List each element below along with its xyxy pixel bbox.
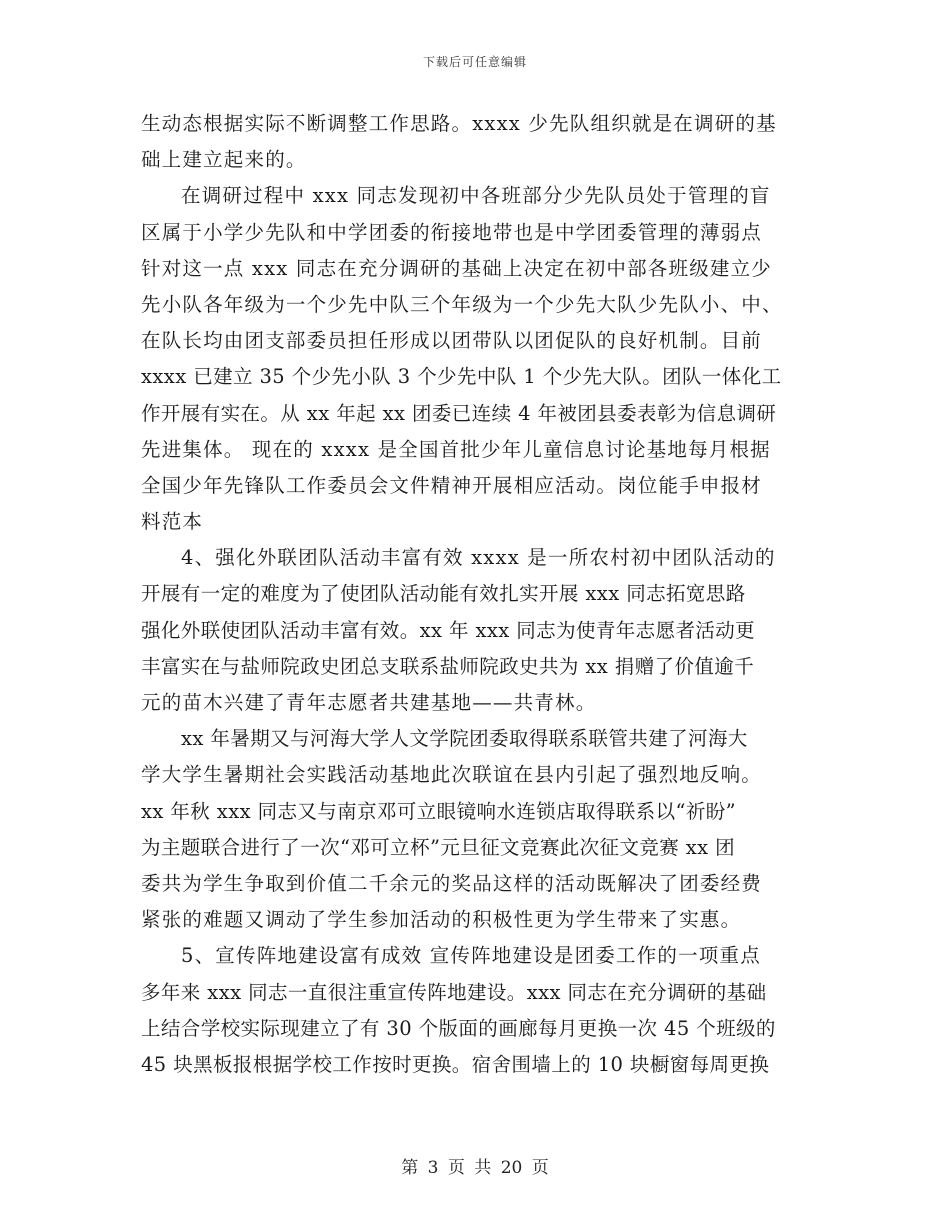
text-line: 多年来 xxx 同志一直很注重宣传阵地建设。xxx 同志在充分调研的基础 xyxy=(141,980,767,1004)
text-line: xx 年暑期又与河海大学人文学院团委取得联系联管共建了河海大 xyxy=(181,727,748,751)
text-line: 上结合学校实际现建立了有 30 个版面的画廊每月更换一次 45 个班级的 xyxy=(141,1016,776,1040)
text-line: 开展有一定的难度为了使团队活动能有效扎实开展 xxx 同志拓宽思路 xyxy=(141,582,746,606)
text-line: 在队长均由团支部委员担任形成以团带队以团促队的良好机制。目前 xyxy=(141,329,763,353)
text-line: 作开展有实在。从 xx 年起 xx 团委已连续 4 年被团县委表彰为信息调研 xyxy=(141,401,777,425)
text-line: 5、宣传阵地建设富有成效 宣传阵地建设是团委工作的一项重点 xyxy=(181,944,761,968)
text-line: 紧张的难题又调动了学生参加活动的积极性更为学生带来了实惠。 xyxy=(141,908,742,932)
text-line: 生动态根据实际不断调整工作思路。xxxx 少先队组织就是在调研的基 xyxy=(141,112,777,135)
paragraph xyxy=(141,721,811,938)
page-number: 第 3 页 共 20 页 xyxy=(401,1158,549,1178)
text-line: 4、强化外联团队活动丰富有效 xxxx 是一所农村初中团队活动的 xyxy=(181,546,776,570)
page-header: 下载后可任意编辑 xyxy=(422,55,527,69)
text-line: 础上建立起来的。 xyxy=(141,148,307,172)
paragraph xyxy=(141,106,811,178)
text-line: xx 年秋 xxx 同志又与南京邓可立眼镜响水连锁店取得联系以“祈盼” xyxy=(141,799,737,823)
text-line: 学大学生暑期社会实践活动基地此次联谊在县内引起了强烈地反响。 xyxy=(141,763,763,787)
text-line: 在调研过程中 xxx 同志发现初中各班部分少先队员处于管理的盲 xyxy=(181,184,771,208)
document-body xyxy=(141,106,811,1083)
text-line: 丰富实在与盐师院政史团总支联系盐师院政史共为 xx 捐赠了价值逾千 xyxy=(141,654,755,678)
text-line: 全国少年先锋队工作委员会文件精神开展相应活动。岗位能手申报材 xyxy=(141,473,763,497)
text-line: 强化外联使团队活动丰富有效。xx 年 xxx 同志为使青年志愿者活动更 xyxy=(141,618,756,642)
text-line: 先进集体。 现在的 xxxx 是全国首批少年儿童信息讨论基地每月根据 xyxy=(141,437,771,461)
text-line: 料范本 xyxy=(141,510,204,534)
text-line: 委共为学生争取到价值二千余元的奖品这样的活动既解决了团委经费 xyxy=(141,871,763,895)
paragraph xyxy=(141,938,811,1083)
text-line: 区属于小学少先队和中学团委的衔接地带也是中学团委管理的薄弱点 xyxy=(141,220,763,244)
text-line: 为主题联合进行了一次“邓可立杯”元旦征文竞赛此次征文竞赛 xx 团 xyxy=(141,835,736,859)
text-line: xxxx 已建立 35 个少先小队 3 个少先中队 1 个少先大队。团队一体化工 xyxy=(141,365,782,389)
paragraph xyxy=(141,540,811,721)
text-line: 先小队各年级为一个少先中队三个年级为一个少先大队少先队小、中、 xyxy=(141,292,783,316)
text-line: 45 块黑板报根据学校工作按时更换。宿舍围墙上的 10 块橱窗每周更换 xyxy=(141,1052,770,1076)
text-line: 元的苗木兴建了青年志愿者共建基地——共青林。 xyxy=(141,691,597,714)
paragraph xyxy=(141,178,811,540)
text-line: 针对这一点 xxx 同志在充分调研的基础上决定在初中部各班级建立少 xyxy=(141,256,772,280)
